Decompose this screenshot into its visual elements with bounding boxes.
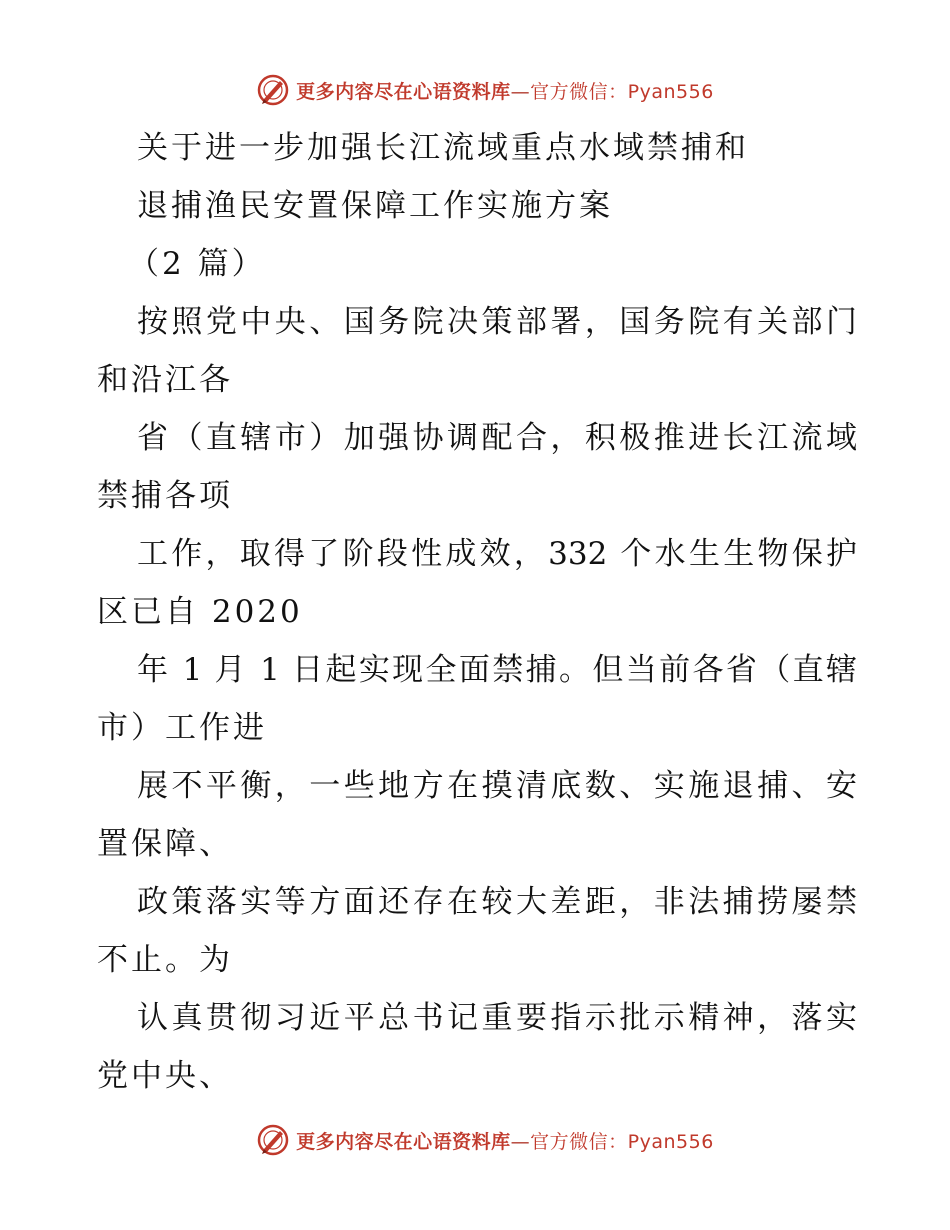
paragraph-line: 认真贯彻习近平总书记重要指示批示精神，落实: [137, 1000, 857, 1036]
paragraph-line: 区已自 2020: [97, 594, 303, 630]
brand-text: 更多内容尽在心语资料库: [296, 80, 511, 103]
paragraph-line: 年 1 月 1 日起实现全面禁捕。但当前各省（直辖: [137, 652, 857, 688]
paragraph-line: 禁捕各项: [97, 478, 233, 514]
paragraph-line: 政策落实等方面还存在较大差距，非法捕捞屡禁: [137, 884, 857, 920]
paragraph-line: 党中央、: [97, 1058, 233, 1094]
banner-text: [296, 1127, 714, 1154]
banner-dash: —: [510, 80, 531, 103]
paragraph-line: 和沿江各: [97, 362, 233, 398]
pen-logo-icon: [256, 1123, 290, 1157]
banner-dash: —: [510, 1130, 531, 1153]
header-banner: [0, 70, 950, 110]
pen-logo-icon: [256, 73, 290, 107]
paragraph-line: 按照党中央、国务院决策部署，国务院有关部门: [137, 304, 857, 340]
paragraph-line: 置保障、: [97, 826, 233, 862]
paragraph-line: 工作，取得了阶段性成效，332 个水生生物保护: [137, 536, 857, 572]
title-line-2: 退捕渔民安置保障工作实施方案: [137, 188, 613, 224]
paragraph-line: 不止。为: [97, 942, 233, 978]
contact-text: 官方微信：Pyan556: [530, 80, 714, 103]
paragraph-line: 展不平衡，一些地方在摸清底数、实施退捕、安: [137, 768, 857, 804]
title-line-1: 关于进一步加强长江流域重点水域禁捕和: [137, 130, 749, 166]
brand-text: 更多内容尽在心语资料库: [296, 1130, 511, 1153]
banner-content: [256, 73, 714, 107]
paragraph-line: 市）工作进: [97, 710, 267, 746]
footer-banner: [0, 1120, 950, 1160]
subtitle: （2 篇）: [128, 246, 266, 282]
banner-text: [296, 77, 714, 104]
paragraph-line: 省（直辖市）加强协调配合，积极推进长江流域: [137, 420, 857, 456]
banner-content: [256, 1123, 714, 1157]
contact-text: 官方微信：Pyan556: [530, 1130, 714, 1153]
